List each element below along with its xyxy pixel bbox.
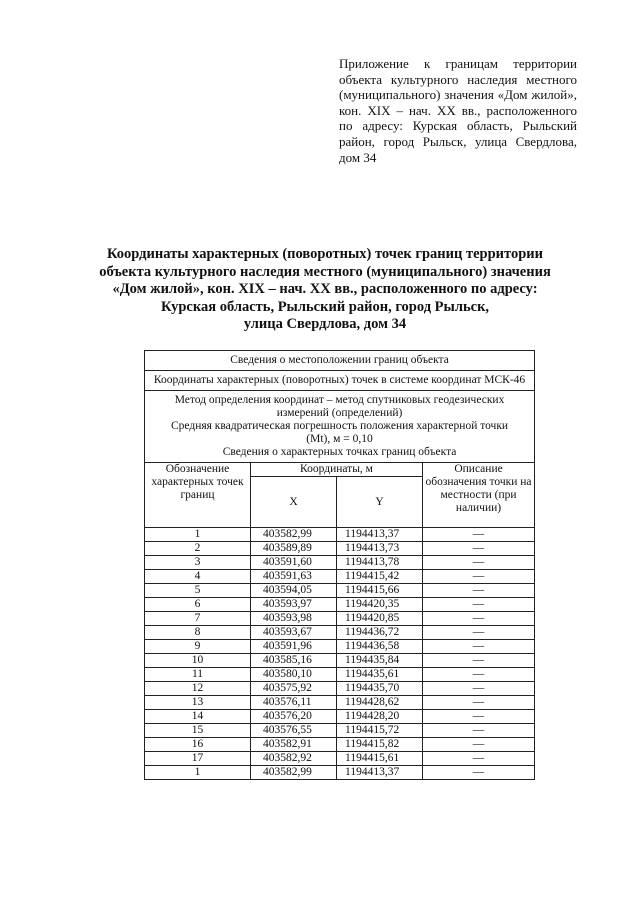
document-title	[70, 246, 580, 334]
coord-x: 403582,91	[251, 738, 337, 752]
coord-y: 1194428,20	[337, 710, 423, 724]
coord-y: 1194415,72	[337, 724, 423, 738]
col-description-header: Описание обозначения точки на местности (при наличии)	[423, 463, 535, 528]
table-row	[145, 752, 535, 766]
section-points-header: Сведения о характерных точках границ объекта	[222, 446, 457, 458]
coord-x: 403585,16	[251, 654, 337, 668]
title-line: «Дом жилой», кон. XIX – нач. XX вв., расположенного по адресу:	[112, 281, 538, 297]
point-number: 16	[145, 738, 251, 752]
point-number: 15	[145, 724, 251, 738]
point-number: 17	[145, 752, 251, 766]
table-row	[145, 556, 535, 570]
point-description: —	[423, 598, 535, 612]
coord-y: 1194420,85	[337, 612, 423, 626]
point-number: 10	[145, 654, 251, 668]
accuracy-line: Средняя квадратическая погрешность положения характерной точки	[170, 420, 509, 432]
table-row	[145, 738, 535, 752]
coord-y: 1194435,61	[337, 668, 423, 682]
table-row	[145, 724, 535, 738]
coord-y: 1194436,58	[337, 640, 423, 654]
point-number: 6	[145, 598, 251, 612]
table-row	[145, 766, 535, 780]
point-description: —	[423, 696, 535, 710]
table-row	[145, 542, 535, 556]
coord-y: 1194413,78	[337, 556, 423, 570]
appendix-note: Приложение к границам территории объекта культурного наследия местного (муниципального) значения «Дом жилой», кон. XIX – нач. XX вв., расположенного по адресу: Курская область, Рыльский район, город Рыльск, улица Свердлова, дом 34	[339, 56, 577, 165]
point-description: —	[423, 654, 535, 668]
section-location-header: Сведения о местоположении границ объекта	[145, 351, 535, 371]
coord-x: 403591,63	[251, 570, 337, 584]
method-description	[145, 391, 535, 463]
point-description: —	[423, 752, 535, 766]
table-row	[145, 668, 535, 682]
table-row	[145, 528, 535, 542]
coord-y: 1194436,72	[337, 626, 423, 640]
point-description: —	[423, 528, 535, 542]
coord-x: 403582,99	[251, 766, 337, 780]
point-number: 5	[145, 584, 251, 598]
point-number: 3	[145, 556, 251, 570]
point-number: 2	[145, 542, 251, 556]
coordinates-table	[144, 350, 535, 780]
coord-x: 403576,11	[251, 696, 337, 710]
point-number: 1	[145, 766, 251, 780]
coord-x: 403591,96	[251, 640, 337, 654]
title-line: улица Свердлова, дом 34	[243, 316, 407, 332]
title-line: объекта культурного наследия местного (муниципального) значения	[99, 263, 551, 280]
coord-x: 403576,20	[251, 710, 337, 724]
point-number: 14	[145, 710, 251, 724]
table-row	[145, 710, 535, 724]
coord-x: 403591,60	[251, 556, 337, 570]
point-description: —	[423, 640, 535, 654]
coord-x: 403593,97	[251, 598, 337, 612]
point-number: 1	[145, 528, 251, 542]
table-row	[145, 626, 535, 640]
point-number: 11	[145, 668, 251, 682]
point-description: —	[423, 738, 535, 752]
coord-y: 1194413,73	[337, 542, 423, 556]
col-coordinates-header: Координаты, м	[251, 463, 423, 477]
point-description: —	[423, 668, 535, 682]
col-x-header: X	[251, 477, 337, 528]
coord-y: 1194415,61	[337, 752, 423, 766]
point-description: —	[423, 556, 535, 570]
coord-y: 1194435,70	[337, 682, 423, 696]
point-description: —	[423, 542, 535, 556]
coord-x: 403589,89	[251, 542, 337, 556]
point-description: —	[423, 710, 535, 724]
point-number: 13	[145, 696, 251, 710]
point-description: —	[423, 570, 535, 584]
accuracy-line: (Mt), м = 0,10	[306, 433, 373, 445]
table-row	[145, 570, 535, 584]
method-line: Метод определения координат – метод спутниковых геодезических	[174, 394, 505, 406]
coord-y: 1194435,84	[337, 654, 423, 668]
coord-x: 403593,98	[251, 612, 337, 626]
coord-y: 1194420,35	[337, 598, 423, 612]
title-line: Курская область, Рыльский район, город Рыльск,	[160, 298, 490, 315]
table-row	[145, 612, 535, 626]
title-line: Координаты характерных (поворотных) точек границ территории	[107, 246, 543, 262]
coord-y: 1194413,37	[337, 528, 423, 542]
table-row	[145, 696, 535, 710]
coord-x: 403582,92	[251, 752, 337, 766]
point-description: —	[423, 612, 535, 626]
coord-x: 403594,05	[251, 584, 337, 598]
point-description: —	[423, 626, 535, 640]
table-row	[145, 654, 535, 668]
coord-y: 1194415,82	[337, 738, 423, 752]
section-system-header: Координаты характерных (поворотных) точек в системе координат МСК-46	[145, 371, 535, 391]
point-number: 4	[145, 570, 251, 584]
coord-x: 403580,10	[251, 668, 337, 682]
coord-y: 1194415,66	[337, 584, 423, 598]
point-number: 9	[145, 640, 251, 654]
point-number: 8	[145, 626, 251, 640]
point-number: 7	[145, 612, 251, 626]
col-y-header: Y	[337, 477, 423, 528]
coord-y: 1194415,42	[337, 570, 423, 584]
coord-x: 403582,99	[251, 528, 337, 542]
coord-x: 403593,67	[251, 626, 337, 640]
coord-y: 1194413,37	[337, 766, 423, 780]
point-number: 12	[145, 682, 251, 696]
coord-x: 403576,55	[251, 724, 337, 738]
point-description: —	[423, 724, 535, 738]
table-row	[145, 640, 535, 654]
coord-y: 1194428,62	[337, 696, 423, 710]
point-description: —	[423, 682, 535, 696]
table-row	[145, 598, 535, 612]
method-line: измерений (определений)	[276, 407, 403, 419]
col-designation-header: Обозначение характерных точек границ	[145, 463, 251, 528]
table-row	[145, 584, 535, 598]
coord-x: 403575,92	[251, 682, 337, 696]
point-description: —	[423, 766, 535, 780]
point-description: —	[423, 584, 535, 598]
table-row	[145, 682, 535, 696]
